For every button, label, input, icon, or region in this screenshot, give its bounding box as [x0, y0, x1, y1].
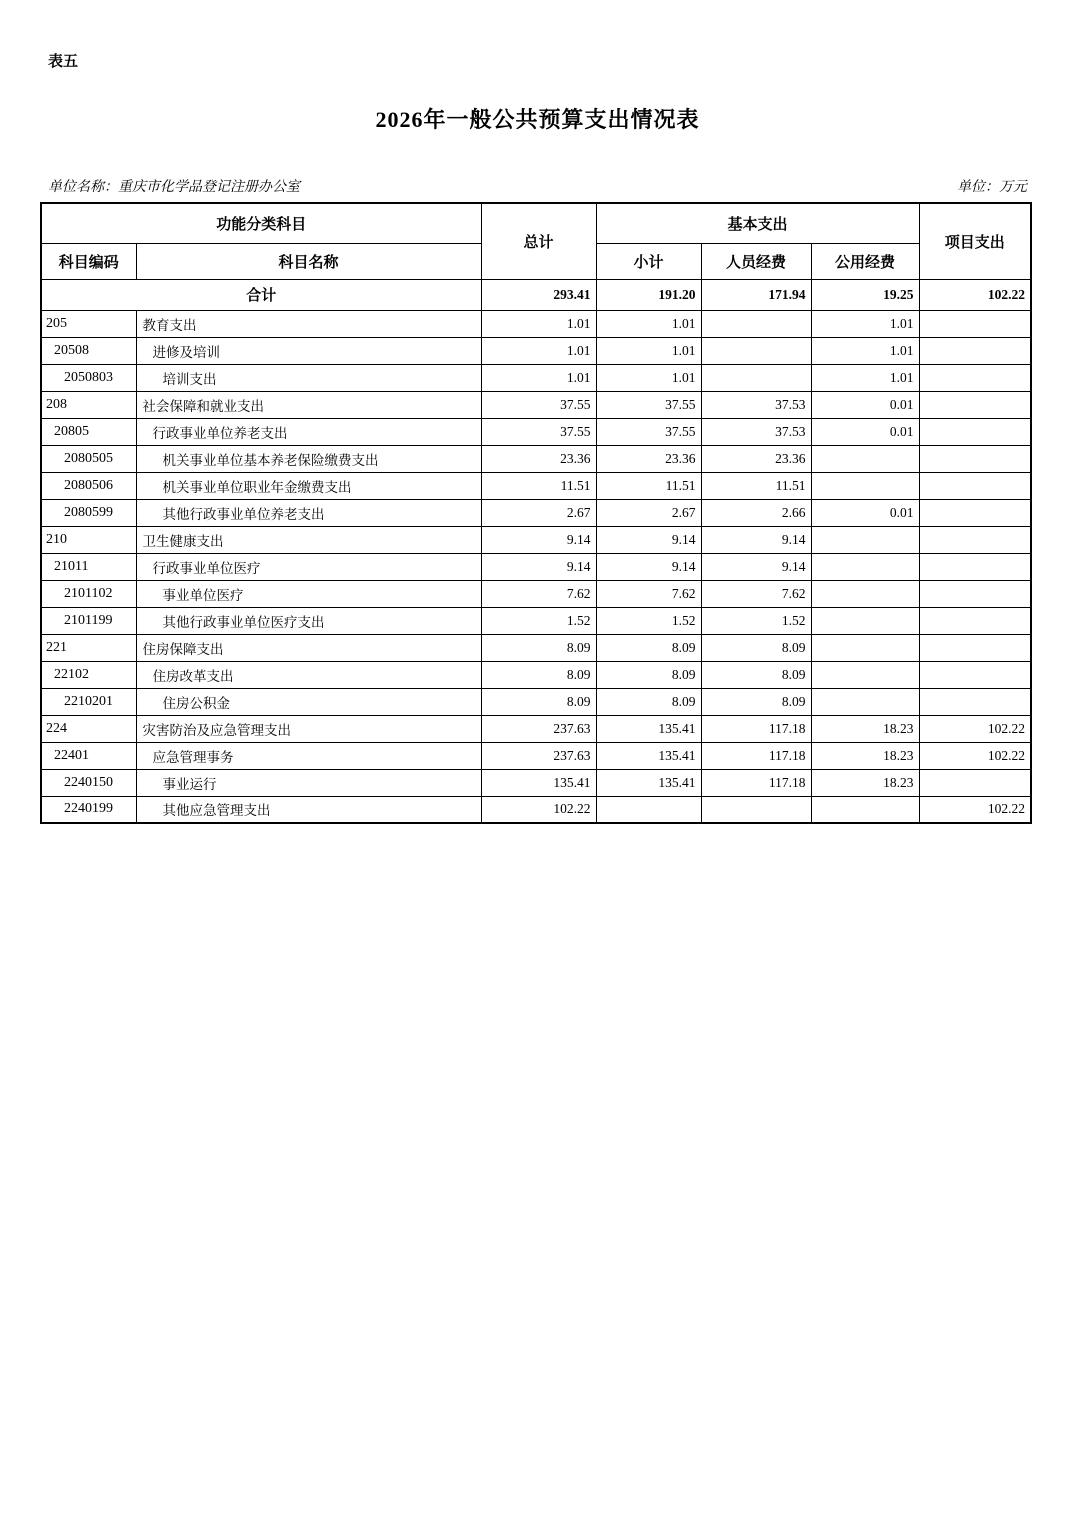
row-public: 0.01: [811, 391, 919, 418]
header-functional-classification: 功能分类科目: [41, 203, 481, 243]
row-subtotal: 37.55: [596, 391, 701, 418]
header-subject-code: 科目编码: [41, 243, 136, 279]
row-project: [919, 526, 1031, 553]
table-row: [41, 445, 1031, 472]
row-public: 0.01: [811, 418, 919, 445]
row-total: 37.55: [481, 391, 596, 418]
row-subject-code: 2050803: [41, 364, 136, 391]
total-row-subtotal: 191.20: [596, 279, 701, 310]
row-total: 135.41: [481, 769, 596, 796]
row-public: [811, 580, 919, 607]
table-row: [41, 715, 1031, 742]
row-personnel: 117.18: [701, 715, 811, 742]
row-public: [811, 445, 919, 472]
row-subject-code: 2080505: [41, 445, 136, 472]
row-subtotal: 135.41: [596, 742, 701, 769]
row-public: [811, 553, 919, 580]
row-subject-name: 进修及培训: [136, 337, 481, 364]
row-subtotal: 135.41: [596, 769, 701, 796]
row-total: 237.63: [481, 715, 596, 742]
row-personnel: 9.14: [701, 553, 811, 580]
row-subject-code: 22401: [41, 742, 136, 769]
row-public: [811, 796, 919, 823]
row-subject-name: 其他应急管理支出: [136, 796, 481, 823]
header-subject-name: 科目名称: [136, 243, 481, 279]
row-project: [919, 688, 1031, 715]
row-personnel: 8.09: [701, 634, 811, 661]
header-personnel-funds: 人员经费: [701, 243, 811, 279]
row-subtotal: 9.14: [596, 526, 701, 553]
row-project: [919, 499, 1031, 526]
header-grand-total: 总计: [481, 203, 596, 279]
row-total: 1.01: [481, 337, 596, 364]
total-row-public: 19.25: [811, 279, 919, 310]
row-public: [811, 688, 919, 715]
table-row: [41, 499, 1031, 526]
row-subject-code: 221: [41, 634, 136, 661]
total-row-personnel: 171.94: [701, 279, 811, 310]
row-personnel: 1.52: [701, 607, 811, 634]
row-subject-name: 其他行政事业单位医疗支出: [136, 607, 481, 634]
row-subject-name: 行政事业单位医疗: [136, 553, 481, 580]
row-project: [919, 580, 1031, 607]
row-total: 23.36: [481, 445, 596, 472]
row-subject-name: 其他行政事业单位养老支出: [136, 499, 481, 526]
row-subtotal: 11.51: [596, 472, 701, 499]
row-subtotal: 23.36: [596, 445, 701, 472]
row-personnel: [701, 310, 811, 337]
row-subject-code: 205: [41, 310, 136, 337]
row-subject-code: 2240199: [41, 796, 136, 823]
row-subject-code: 224: [41, 715, 136, 742]
row-total: 2.67: [481, 499, 596, 526]
table-row: [41, 391, 1031, 418]
row-subtotal: 37.55: [596, 418, 701, 445]
table-row: [41, 310, 1031, 337]
row-total: 8.09: [481, 688, 596, 715]
row-subject-name: 机关事业单位职业年金缴费支出: [136, 472, 481, 499]
table-row: [41, 688, 1031, 715]
row-subtotal: 7.62: [596, 580, 701, 607]
row-total: 1.01: [481, 310, 596, 337]
row-subtotal: 8.09: [596, 688, 701, 715]
table-row: [41, 607, 1031, 634]
row-project: [919, 769, 1031, 796]
row-personnel: 117.18: [701, 742, 811, 769]
currency-unit-label: 单位：万元: [957, 180, 1027, 195]
table-row: [41, 580, 1031, 607]
table-row: [41, 553, 1031, 580]
row-project: [919, 553, 1031, 580]
table-row: [41, 796, 1031, 823]
table-row: [41, 364, 1031, 391]
row-subject-name: 住房改革支出: [136, 661, 481, 688]
row-project: 102.22: [919, 715, 1031, 742]
row-subtotal: [596, 796, 701, 823]
table-row: [41, 337, 1031, 364]
row-subtotal: 8.09: [596, 634, 701, 661]
table-row: [41, 634, 1031, 661]
row-project: [919, 391, 1031, 418]
row-personnel: 37.53: [701, 418, 811, 445]
row-project: [919, 418, 1031, 445]
unit-info-row: [40, 176, 1030, 196]
row-total: 9.14: [481, 526, 596, 553]
row-subject-code: 2080599: [41, 499, 136, 526]
table-row: [41, 526, 1031, 553]
row-subject-name: 事业运行: [136, 769, 481, 796]
row-total: 9.14: [481, 553, 596, 580]
row-subtotal: 8.09: [596, 661, 701, 688]
row-total: 237.63: [481, 742, 596, 769]
row-subject-code: 20508: [41, 337, 136, 364]
row-public: 0.01: [811, 499, 919, 526]
row-project: [919, 472, 1031, 499]
row-subtotal: 135.41: [596, 715, 701, 742]
row-subject-name: 灾害防治及应急管理支出: [136, 715, 481, 742]
row-public: 18.23: [811, 769, 919, 796]
row-subject-name: 社会保障和就业支出: [136, 391, 481, 418]
row-project: 102.22: [919, 742, 1031, 769]
row-subtotal: 9.14: [596, 553, 701, 580]
row-project: [919, 634, 1031, 661]
table-number-tag: 表五: [48, 53, 79, 70]
row-subject-code: 2240150: [41, 769, 136, 796]
total-row-total: 293.41: [481, 279, 596, 310]
table-body: [41, 279, 1031, 823]
header-basic-expenditure: 基本支出: [596, 203, 919, 243]
row-personnel: 23.36: [701, 445, 811, 472]
table-row: [41, 472, 1031, 499]
row-project: [919, 445, 1031, 472]
row-subject-code: 2210201: [41, 688, 136, 715]
row-total: 11.51: [481, 472, 596, 499]
row-public: 1.01: [811, 337, 919, 364]
row-subject-code: 2101102: [41, 580, 136, 607]
row-subject-name: 住房保障支出: [136, 634, 481, 661]
row-subject-code: 20805: [41, 418, 136, 445]
row-subject-name: 行政事业单位养老支出: [136, 418, 481, 445]
row-project: [919, 364, 1031, 391]
row-total: 8.09: [481, 661, 596, 688]
row-public: [811, 472, 919, 499]
row-subtotal: 1.01: [596, 310, 701, 337]
row-subtotal: 1.01: [596, 337, 701, 364]
row-subject-name: 卫生健康支出: [136, 526, 481, 553]
row-project: [919, 337, 1031, 364]
row-public: [811, 607, 919, 634]
table-row: [41, 418, 1031, 445]
row-subject-code: 22102: [41, 661, 136, 688]
row-subject-name: 教育支出: [136, 310, 481, 337]
row-public: 18.23: [811, 742, 919, 769]
table-header: [41, 203, 1031, 279]
row-personnel: 9.14: [701, 526, 811, 553]
grand-total-row: [41, 279, 1031, 310]
row-total: 102.22: [481, 796, 596, 823]
header-public-funds: 公用经费: [811, 243, 919, 279]
row-total: 1.52: [481, 607, 596, 634]
total-row-label: 合计: [41, 279, 481, 310]
header-project-expenditure: 项目支出: [919, 203, 1031, 279]
table-row: [41, 661, 1031, 688]
row-subject-name: 住房公积金: [136, 688, 481, 715]
row-project: [919, 661, 1031, 688]
page-title: 2026年一般公共预算支出情况表: [375, 107, 700, 132]
row-subject-name: 机关事业单位基本养老保险缴费支出: [136, 445, 481, 472]
unit-name-label: 单位名称：重庆市化学品登记注册办公室: [48, 180, 300, 195]
row-personnel: 2.66: [701, 499, 811, 526]
row-subtotal: 2.67: [596, 499, 701, 526]
row-subtotal: 1.01: [596, 364, 701, 391]
row-subject-code: 2080506: [41, 472, 136, 499]
row-personnel: 8.09: [701, 688, 811, 715]
row-public: 18.23: [811, 715, 919, 742]
row-total: 8.09: [481, 634, 596, 661]
row-public: [811, 526, 919, 553]
row-project: [919, 607, 1031, 634]
row-public: 1.01: [811, 310, 919, 337]
row-project: 102.22: [919, 796, 1031, 823]
row-total: 7.62: [481, 580, 596, 607]
row-subject-code: 210: [41, 526, 136, 553]
budget-table: [40, 202, 1032, 824]
total-row-project: 102.22: [919, 279, 1031, 310]
row-personnel: 37.53: [701, 391, 811, 418]
row-subject-code: 2101199: [41, 607, 136, 634]
row-subject-code: 208: [41, 391, 136, 418]
row-subject-name: 事业单位医疗: [136, 580, 481, 607]
header-subtotal: 小计: [596, 243, 701, 279]
row-total: 37.55: [481, 418, 596, 445]
row-public: [811, 634, 919, 661]
row-personnel: [701, 364, 811, 391]
row-personnel: [701, 337, 811, 364]
row-public: 1.01: [811, 364, 919, 391]
row-public: [811, 661, 919, 688]
row-personnel: 8.09: [701, 661, 811, 688]
row-project: [919, 310, 1031, 337]
table-row: [41, 769, 1031, 796]
row-subject-name: 培训支出: [136, 364, 481, 391]
table-row: [41, 742, 1031, 769]
row-personnel: 117.18: [701, 769, 811, 796]
row-personnel: [701, 796, 811, 823]
row-personnel: 11.51: [701, 472, 811, 499]
row-subject-name: 应急管理事务: [136, 742, 481, 769]
row-subject-code: 21011: [41, 553, 136, 580]
row-total: 1.01: [481, 364, 596, 391]
row-subtotal: 1.52: [596, 607, 701, 634]
row-personnel: 7.62: [701, 580, 811, 607]
